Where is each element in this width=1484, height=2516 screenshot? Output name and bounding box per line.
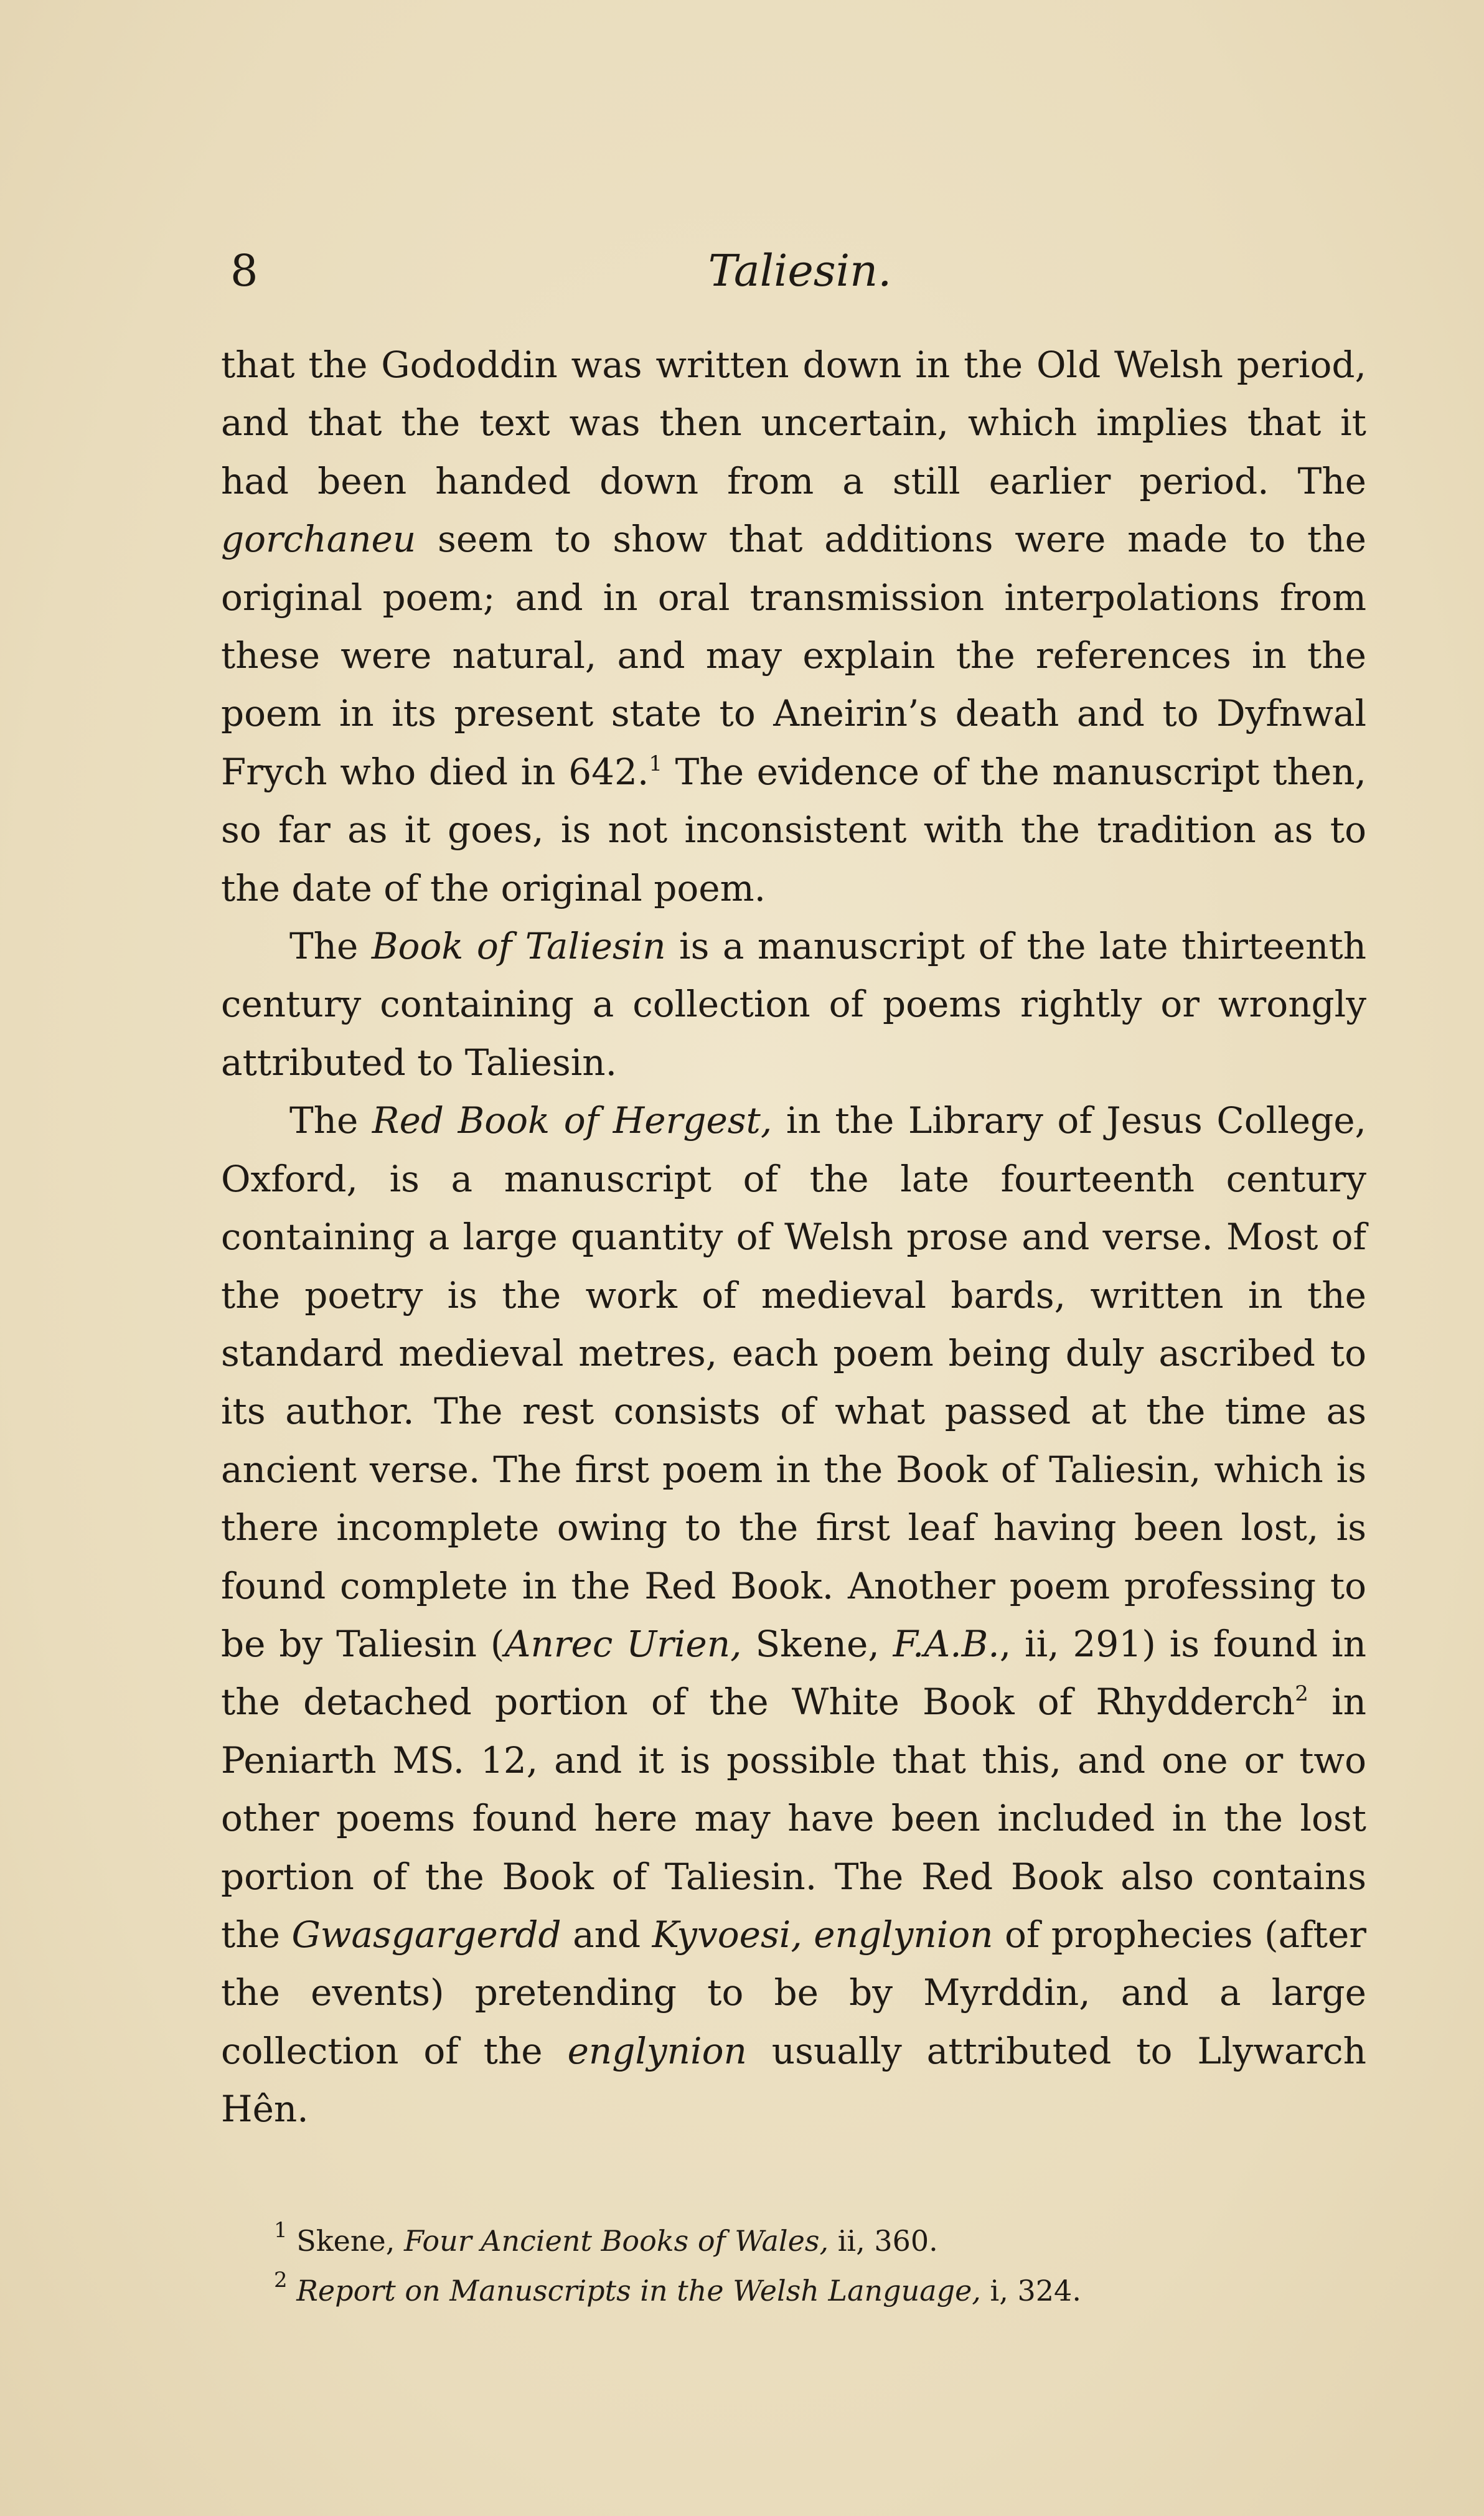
italic-term: gorchaneu (221, 518, 416, 561)
text-run: and (561, 1913, 652, 1956)
footnote-2 (274, 2266, 1369, 2316)
italic-title: Report on Manuscripts in the Welsh Language, (296, 2274, 981, 2307)
text-run (288, 2274, 297, 2307)
footnote-1 (274, 2216, 1369, 2266)
running-head (230, 237, 1369, 305)
footnote-ref: 1 (649, 751, 662, 776)
italic-title: Anrec Urien, (504, 1622, 742, 1665)
italic-title: Four Ancient Books of Wales, (403, 2224, 829, 2258)
running-title: Taliesin. (708, 245, 892, 296)
text-run: seem to show that additions were made to the original poem; and in oral transmission interpolations from these were natural, and may explain the references in the poem in its present state to Aneirin’s death and to Dyfnwal Frych who died in 642. (221, 518, 1366, 793)
paragraph-1 (221, 336, 1366, 918)
italic-abbrev: F.A.B. (893, 1622, 1000, 1665)
paragraph-2 (221, 918, 1366, 1092)
italic-term: englynion (567, 2029, 747, 2072)
text-run: The (289, 925, 372, 968)
text-run: in Peniarth MS. 12, and it is possible that this, and one or two other poems found here may have been included in the lost portion of the Book of Taliesin. The Red Book also contains the (221, 1681, 1366, 1956)
italic-term: Kyvoesi, englynion (652, 1913, 993, 1956)
text-run: that the Gododdin was written down in the Old Welsh period, and that the text was then uncertain, which implies that it had been handed down from a still earlier period. The (221, 344, 1366, 502)
italic-title: Book of Taliesin (371, 925, 666, 968)
text-run: Skene, (287, 2224, 404, 2258)
footnotes (274, 2216, 1369, 2316)
text-run: i, 324. (980, 2274, 1081, 2307)
text-run: The (289, 1099, 372, 1142)
text-run: Skene, (741, 1622, 893, 1665)
text-run: in the Library of Jesus College, Oxford, is a manuscript of the late fourteenth century containing a large quantity of Welsh prose and verse. Most of the poetry is the work of medieval bards, written in the standard medieval metres, each poem being duly ascribed to its author. The rest consists of what passed at the time as ancient verse. The first poem in the Book of Taliesin, which is there incomplete owing to the first leaf having been lost, is found complete in the Red Book. Another poem professing to be by Taliesin ( (221, 1099, 1366, 1665)
footnote-marker: 2 (274, 2268, 288, 2293)
text-run: of prophecies (after the events) pretending to be by Myrddin, and a large collection of the (221, 1913, 1366, 2072)
footnote-marker: 1 (274, 2218, 288, 2243)
footnote-ref: 2 (1295, 1681, 1308, 1707)
body-text (221, 336, 1366, 2139)
italic-term: Gwasgargerdd (291, 1913, 561, 1956)
text-run: is a manuscript of the late thirteenth century containing a collection of poems rightly or wrongly attributed to Taliesin. (221, 925, 1366, 1084)
paragraph-3 (221, 1092, 1366, 2138)
italic-title: Red Book of Hergest, (372, 1099, 773, 1142)
page-number: 8 (230, 245, 258, 296)
text-run: The evidence of the manuscript then, so far as it goes, is not inconsistent with the tradition as to the date of the original poem. (221, 750, 1366, 909)
text-run: usually attributed to Llywarch Hên. (221, 2029, 1367, 2131)
text-run: ii, 360. (829, 2224, 938, 2258)
text-run: , ii, 291) is found in the detached portion of the White Book of Rhydderch (221, 1622, 1366, 1724)
